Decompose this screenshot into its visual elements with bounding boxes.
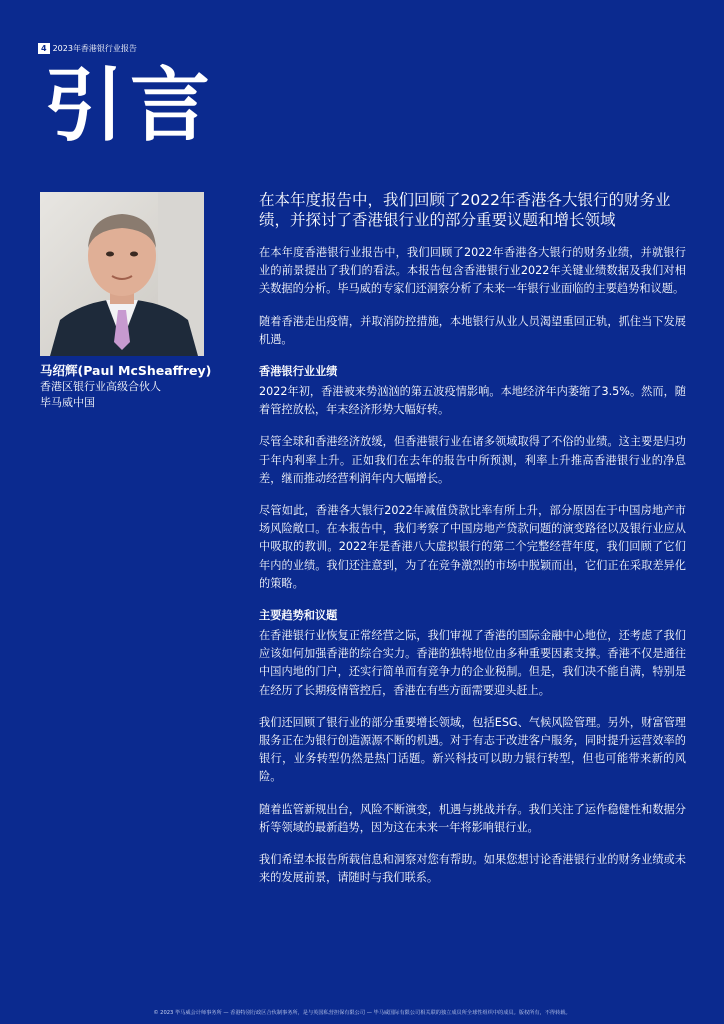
section-paragraph: 尽管如此，香港各大银行2022年减值贷款比率有所上升，部分原因在于中国房地产市场风险敞口。在本报告中，我们考察了中国房地产贷款问题的演变路径以及银行业应从中吸取的教训。2022年是香港八大虚拟银行的第二个完整经营年度，我们回顾了它们年内的业绩。我们还注意到，为了在竞争激烈的市场中脱颖而出，它们正在采取差异化的策略。 [259, 504, 686, 590]
section-heading-trends: 主要趋势和议题 [259, 609, 338, 623]
main-content [259, 190, 686, 901]
section-paragraph: 随着监管新规出台，风险不断演变，机遇与挑战并存。我们关注了运作稳健性和数据分析等领域的最新趋势，因为这在未来一年将影响银行业。 [259, 802, 686, 834]
section-paragraph: 我们希望本报告所载信息和洞察对您有帮助。如果您想讨论香港银行业的财务业绩或未来的发展前景，请随时与我们联系。 [259, 853, 686, 885]
page-number: 4 [38, 43, 50, 54]
copyright-footer: © 2023 毕马威会计师事务所 — 香港特别行政区合伙制事务所，是与英国私营担保有限公司 — 毕马威国际有限公司相关联的独立成员所全球性组织中的成员。版权所有，不得转载。 [153, 1010, 571, 1016]
section-paragraph: 我们还回顾了银行业的部分重要增长领域，包括ESG、气候风险管理。另外，财富管理服务正在为银行创造源源不断的机遇。对于有志于改进客户服务，同时提升运营效率的银行，业务转型仍然是热门话题。新兴科技可以助力银行转型，但也可能带来新的风险。 [259, 715, 686, 784]
section-paragraph: 2022年初，香港被来势汹汹的第五波疫情影响。本地经济年内萎缩了3.5%。然而，随着管控放松，年末经济形势大幅好转。 [259, 385, 686, 417]
person-role: 香港区银行业高级合伙人 [40, 380, 161, 393]
intro-paragraph: 在本年度香港银行业报告中，我们回顾了2022年香港各大银行的财务业绩，并就银行业的前景提出了我们的看法。本报告包含香港银行业2022年关键业绩数据及我们对相关数据的分析。毕马威的专家们还洞察分析了未来一年银行业面临的主要趋势和议题。 [259, 246, 686, 296]
section-paragraph: 在香港银行业恢复正常经营之际，我们审视了香港的国际金融中心地位，还考虑了我们应该如何加强香港的综合实力。香港的独特地位由多种重要因素支撑。香港不仅是通往中国内地的门户，还实行简单而有竞争力的企业税制。但是，我们决不能自满，特别是在经历了长期疫情管控后，香港在有些方面需要迎头赶上。 [259, 629, 686, 697]
portrait-photo [40, 192, 204, 356]
page-header [38, 43, 137, 54]
person-name: 马绍辉(Paul McSheaffrey) [40, 363, 212, 378]
report-title: 2023年香港银行业报告 [52, 44, 137, 53]
page-title: 引言 [44, 59, 216, 152]
person-card [40, 362, 230, 411]
section-paragraph: 尽管全球和香港经济放缓，但香港银行业在诸多领域取得了不俗的业绩。这主要是归功于年内利率上升。正如我们在去年的报告中所预测，利率上升推高香港银行业的净息差，继而推动经营利润年内大幅增长。 [259, 435, 686, 485]
section-heading-performance: 香港银行业业绩 [259, 365, 338, 379]
lead-text: 在本年度报告中，我们回顾了2022年香港各大银行的财务业绩，并探讨了香港银行业的部分重要议题和增长领域 [259, 191, 671, 229]
intro-paragraph: 随着香港走出疫情，并取消防控措施，本地银行从业人员渴望重回正轨，抓住当下发展机遇。 [259, 314, 686, 346]
person-company: 毕马威中国 [40, 396, 95, 409]
